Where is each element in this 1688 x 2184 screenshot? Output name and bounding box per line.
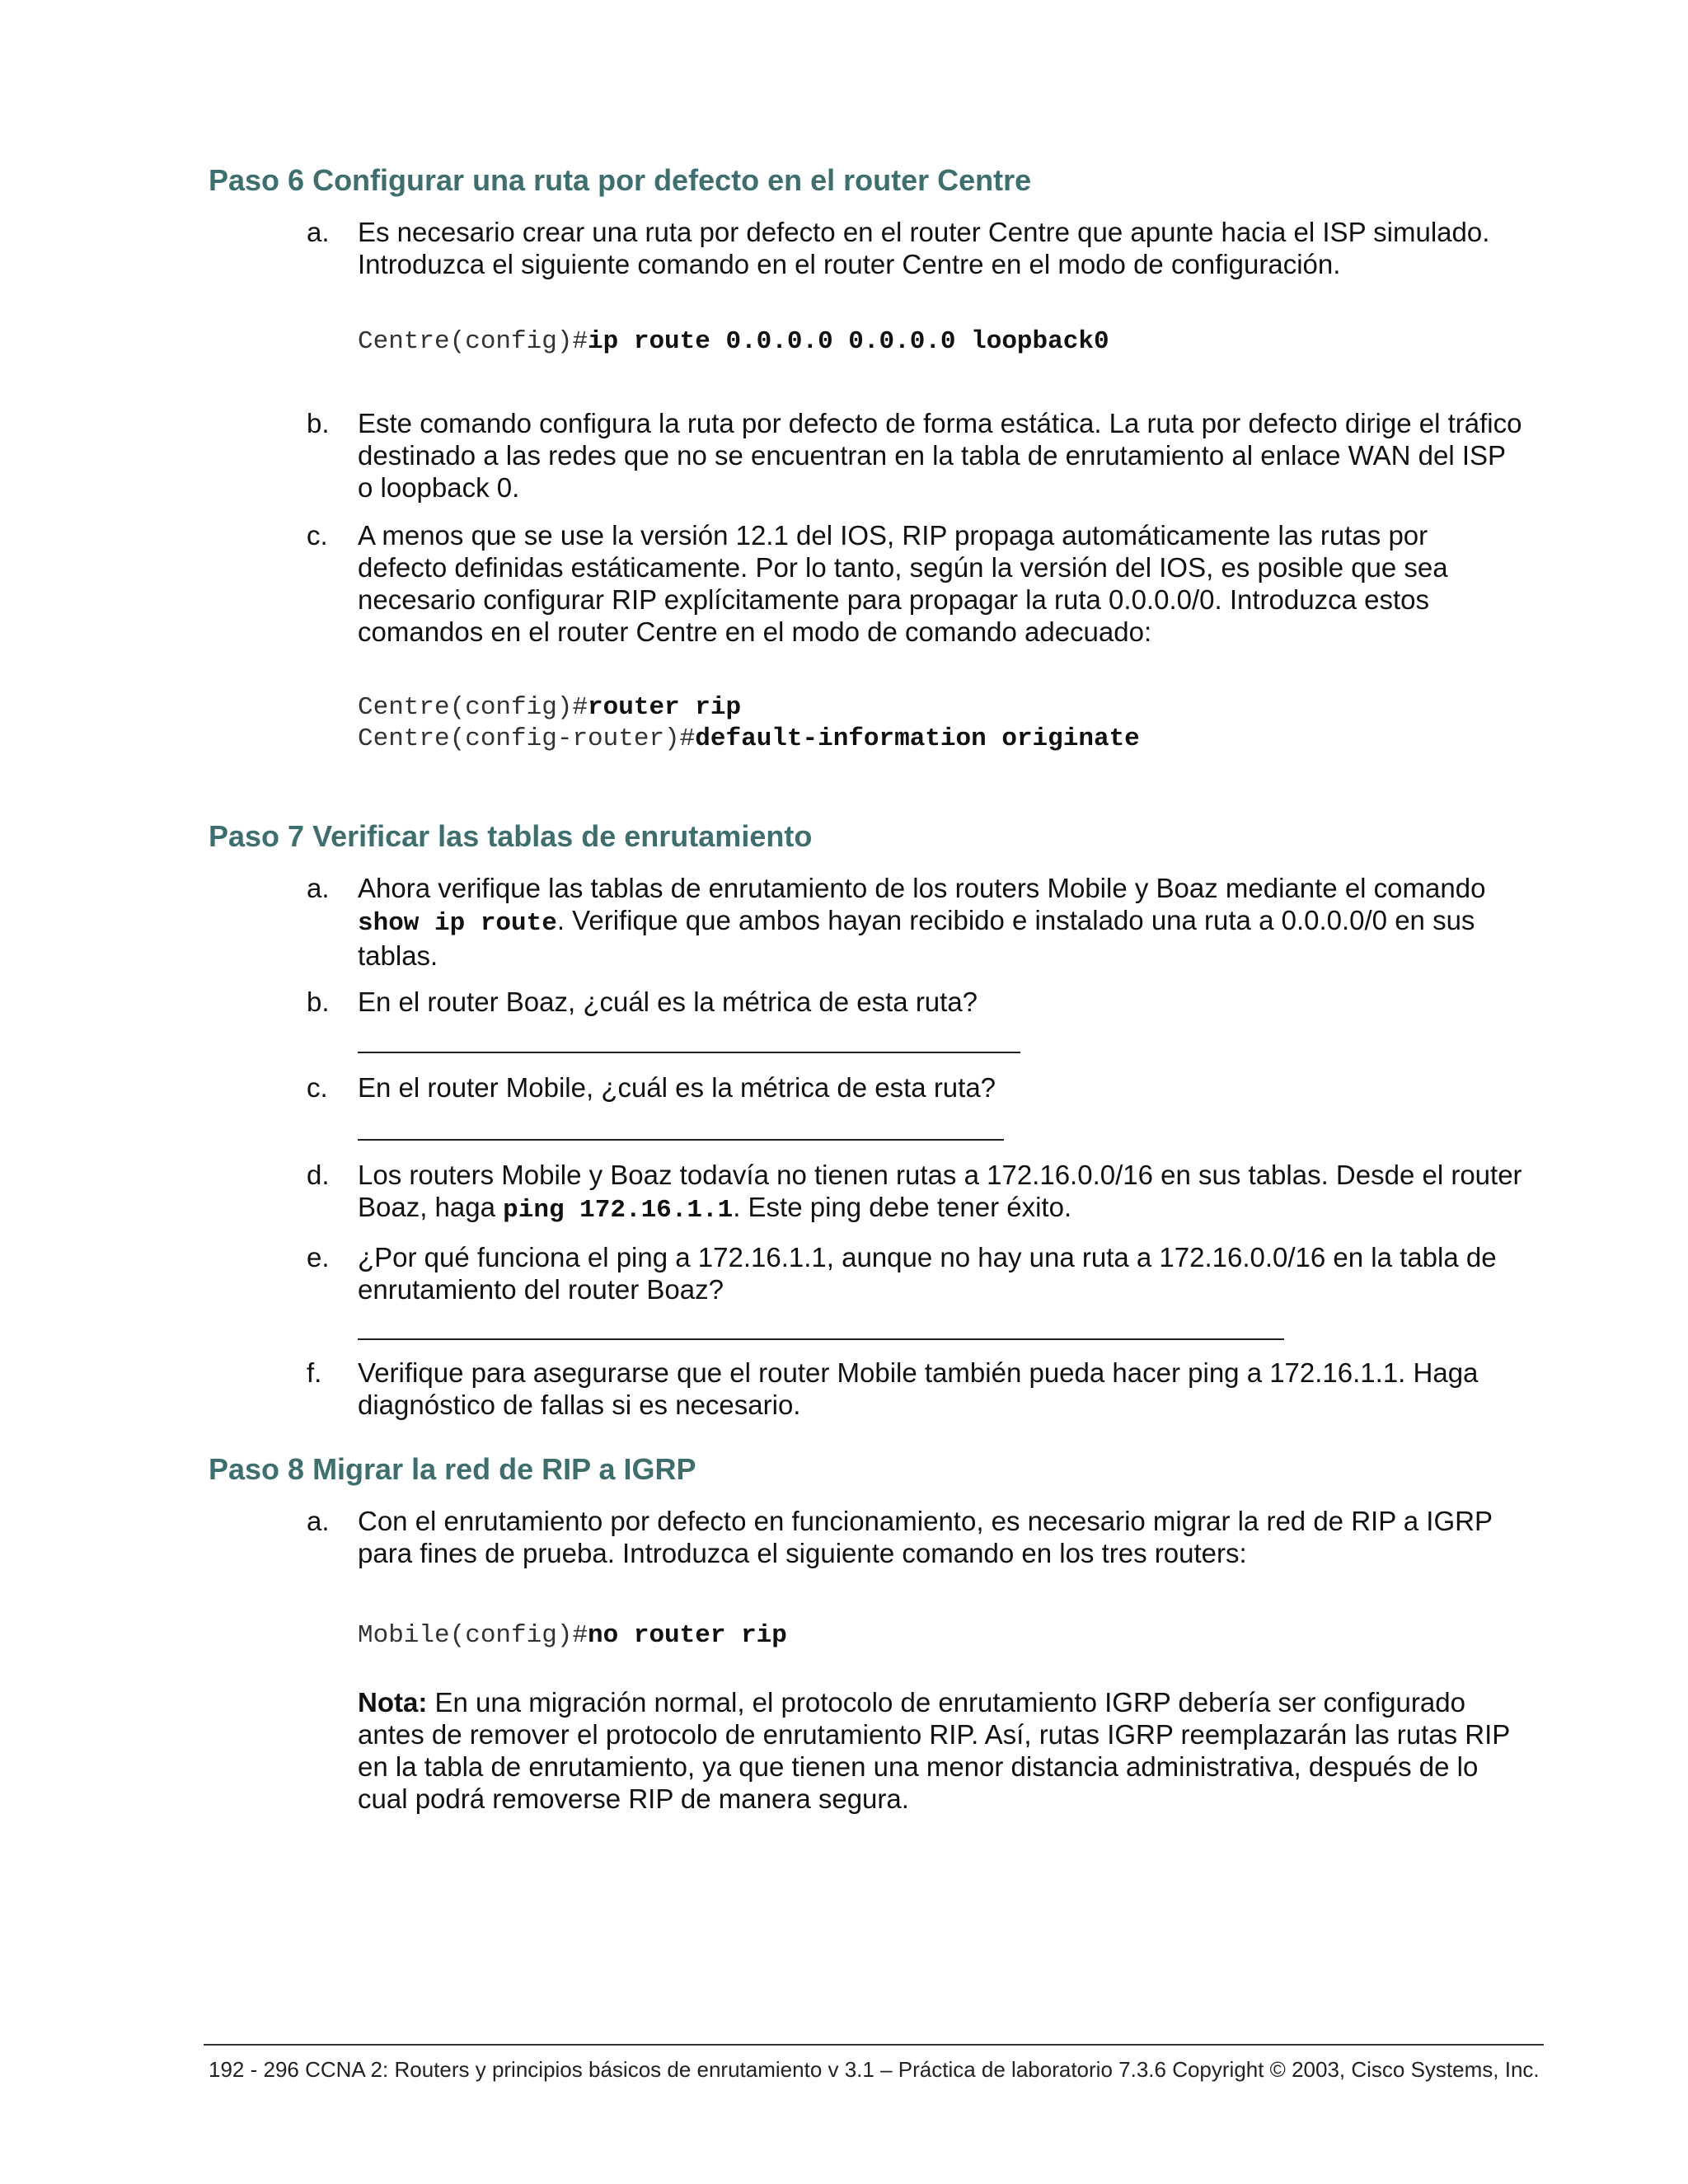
item-marker: a. <box>307 1506 330 1536</box>
item-text-mixed <box>358 1191 1561 1226</box>
item-marker: d. <box>307 1160 330 1190</box>
item-text: En el router Mobile, ¿cuál es la métrica de esta ruta? <box>358 1072 996 1103</box>
item-text: En el router Boaz, ¿cuál es la métrica de esta ruta? <box>358 987 978 1017</box>
item-text: enrutamiento del router Boaz? <box>358 1274 724 1305</box>
item-text: Introduzca el siguiente comando en el router Centre en el modo de configuración. <box>358 249 1341 279</box>
item-text: necesario configurar RIP explícitamente para propagar la ruta 0.0.0.0/0. Introduzca estos <box>358 584 1429 615</box>
cli-command: ip route 0.0.0.0 0.0.0.0 loopback0 <box>588 327 1109 356</box>
code-block-3 <box>358 1620 787 1652</box>
code-block-1 <box>358 326 1109 358</box>
item-text: . Verifique que ambos hayan recibido e instalado una ruta a 0.0.0.0/0 en sus <box>556 905 1475 935</box>
item-marker: e. <box>307 1242 330 1272</box>
code-block-2 <box>358 692 1140 755</box>
page-footer: 192 - 296 CCNA 2: Routers y principios básicos de enrutamiento v 3.1 – Práctica de laboratorio 7.3.6 Copyright © 2003, Cisco Systems, Inc. <box>209 2057 1540 2082</box>
item-text: Este comando configura la ruta por defecto de forma estática. La ruta por defecto dirige el tráfico <box>358 408 1522 438</box>
item-marker: c. <box>307 520 328 551</box>
cli-command: no router rip <box>588 1621 787 1650</box>
footer-divider <box>204 2044 1544 2046</box>
item-text: diagnóstico de fallas si es necesario. <box>358 1390 801 1420</box>
item-marker: a. <box>307 217 330 247</box>
item-text: . Este ping debe tener éxito. <box>733 1192 1072 1222</box>
cli-command: router rip <box>588 693 742 722</box>
note-text: En una migración normal, el protocolo de enrutamiento IGRP debería ser configurado <box>427 1687 1465 1718</box>
item-text: Boaz, haga <box>358 1192 504 1222</box>
cli-prompt: Centre(config-router)# <box>358 724 696 753</box>
inline-command: show ip route <box>358 909 557 938</box>
note-label: Nota: <box>358 1687 428 1718</box>
item-text: A menos que se use la versión 12.1 del IOS, RIP propaga automáticamente las rutas por <box>358 520 1428 551</box>
answer-line-b[interactable] <box>358 1052 1020 1053</box>
item-text: destinado a las redes que no se encuentran en la tabla de enrutamiento al enlace WAN del ISP <box>358 440 1507 471</box>
item-text: comandos en el router Centre en el modo de comando adecuado: <box>358 616 1152 647</box>
cli-command: default-information originate <box>695 724 1140 753</box>
item-text: o loopback 0. <box>358 472 520 503</box>
item-marker: b. <box>307 408 330 438</box>
cli-prompt: Centre(config)# <box>358 693 588 722</box>
item-text: Ahora verifique las tablas de enrutamiento de los routers Mobile y Boaz mediante el comando <box>358 873 1486 903</box>
note-line <box>358 1686 1561 1718</box>
item-text: defecto definidas estáticamente. Por lo tanto, según la versión del IOS, es posible que sea <box>358 552 1448 583</box>
cli-prompt: Mobile(config)# <box>358 1621 588 1650</box>
step-6-title: Paso 6 Configurar una ruta por defecto en el router Centre <box>209 163 1032 197</box>
item-text: Verifique para asegurarse que el router Mobile también pueda hacer ping a 172.16.1.1. Haga <box>358 1357 1479 1388</box>
item-text-mixed <box>358 904 1561 940</box>
item-text: para fines de prueba. Introduzca el siguiente comando en los tres routers: <box>358 1538 1247 1568</box>
item-text: ¿Por qué funciona el ping a 172.16.1.1, aunque no hay una ruta a 172.16.0.0/16 en la tabla de <box>358 1242 1497 1272</box>
item-text: Es necesario crear una ruta por defecto en el router Centre que apunte hacia el ISP simulado. <box>358 217 1490 247</box>
cli-prompt: Centre(config)# <box>358 327 588 356</box>
item-marker: a. <box>307 873 330 903</box>
item-text: Con el enrutamiento por defecto en funcionamiento, es necesario migrar la red de RIP a IGRP <box>358 1506 1493 1536</box>
answer-line-c[interactable] <box>358 1139 1004 1141</box>
item-marker: c. <box>307 1072 328 1103</box>
item-text: tablas. <box>358 940 438 971</box>
step-7-title: Paso 7 Verificar las tablas de enrutamiento <box>209 819 813 853</box>
item-text: Los routers Mobile y Boaz todavía no tienen rutas a 172.16.0.0/16 en sus tablas. Desde el router <box>358 1160 1522 1190</box>
note-text: antes de remover el protocolo de enrutamiento RIP. Así, rutas IGRP reemplazarán las rutas RIP <box>358 1719 1511 1750</box>
item-marker: f. <box>307 1357 322 1388</box>
item-marker: b. <box>307 987 330 1017</box>
step-8-title: Paso 8 Migrar la red de RIP a IGRP <box>209 1452 696 1486</box>
note-text: cual podrá removerse RIP de manera segura. <box>358 1783 909 1814</box>
note-block <box>358 1686 1561 1815</box>
note-text: en la tabla de enrutamiento, ya que tienen una menor distancia administrativa, después de lo <box>358 1751 1479 1782</box>
answer-line-e[interactable] <box>358 1338 1284 1340</box>
inline-command: ping 172.16.1.1 <box>503 1196 734 1225</box>
